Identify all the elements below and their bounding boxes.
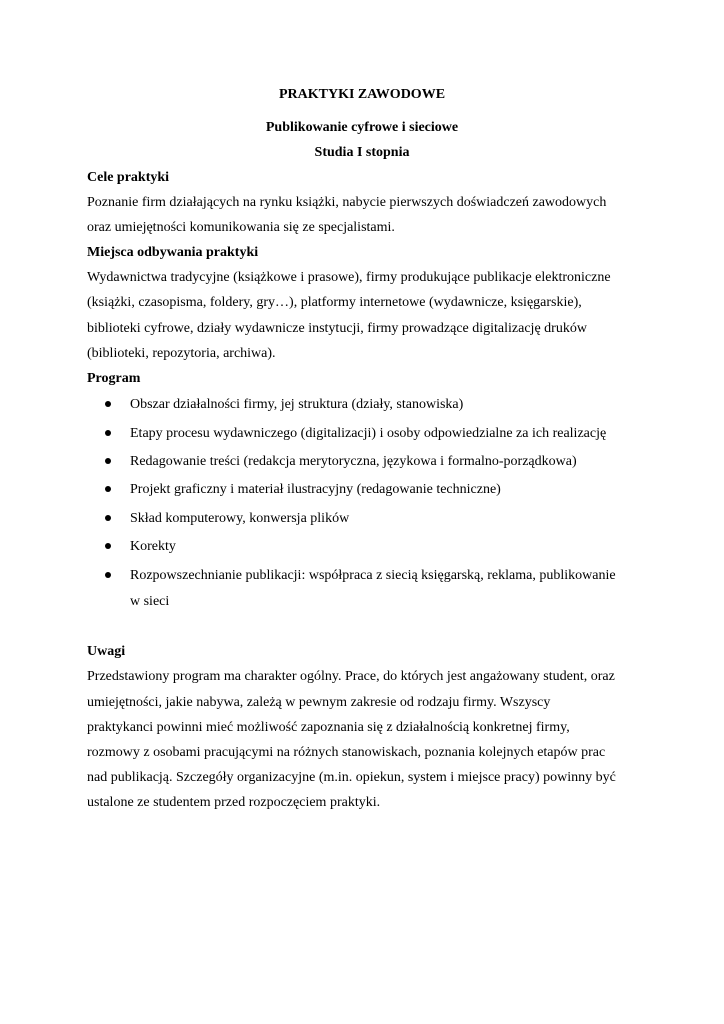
bullet-icon bbox=[105, 401, 111, 407]
bullet-icon bbox=[105, 486, 111, 492]
document-level: Studia I stopnia bbox=[314, 145, 410, 160]
goals-line: oraz umiejętności komunikowania się ze specjalistami. bbox=[87, 220, 395, 235]
notes-line: umiejętności, jakie nabywa, zależą w pewnym zakresie od rodzaju firmy. Wszyscy bbox=[87, 695, 551, 710]
notes-heading: Uwagi bbox=[87, 644, 126, 659]
program-item: Korekty bbox=[130, 539, 176, 554]
program-item: Rozpowszechnianie publikacji: współpraca z siecią księgarską, reklama, publikowanie bbox=[130, 568, 616, 583]
places-line: (książki, czasopisma, foldery, gry…), platformy internetowe (wydawnicze, księgarskie), bbox=[87, 295, 582, 310]
program-item: Projekt graficzny i materiał ilustracyjny (redagowanie techniczne) bbox=[130, 482, 501, 497]
notes-line: ustalone ze studentem przed rozpoczęciem praktyki. bbox=[87, 795, 381, 810]
places-heading: Miejsca odbywania praktyki bbox=[87, 245, 259, 260]
program-heading: Program bbox=[87, 371, 141, 386]
notes-line: Przedstawiony program ma charakter ogólny. Prace, do których jest angażowany student, oraz bbox=[87, 669, 615, 684]
program-item-continuation: w sieci bbox=[130, 594, 170, 609]
notes-line: rozmowy z osobami pracującymi na różnych stanowiskach, poznania kolejnych etapów prac bbox=[87, 745, 606, 760]
notes-line: nad publikacją. Szczegóły organizacyjne (m.in. opiekun, system i miejsce pracy) powinny być bbox=[87, 770, 616, 785]
bullet-icon bbox=[105, 515, 111, 521]
goals-heading: Cele praktyki bbox=[87, 170, 170, 185]
places-line: biblioteki cyfrowe, działy wydawnicze instytucji, firmy prowadzące digitalizację druków bbox=[87, 321, 587, 336]
program-item: Skład komputerowy, konwersja plików bbox=[130, 511, 350, 526]
places-line: Wydawnictwa tradycyjne (książkowe i prasowe), firmy produkujące publikacje elektroniczne bbox=[87, 270, 611, 285]
bullet-icon bbox=[105, 543, 111, 549]
goals-line: Poznanie firm działających na rynku książki, nabycie pierwszych doświadczeń zawodowych bbox=[87, 195, 607, 210]
program-item: Redagowanie treści (redakcja merytoryczna, językowa i formalno-porządkowa) bbox=[130, 454, 577, 469]
bullet-icon bbox=[105, 430, 111, 436]
bullet-icon bbox=[105, 572, 111, 578]
program-item: Obszar działalności firmy, jej struktura (działy, stanowiska) bbox=[130, 397, 464, 412]
program-item: Etapy procesu wydawniczego (digitalizacji) i osoby odpowiedzialne za ich realizację bbox=[130, 426, 607, 441]
bullet-icon bbox=[105, 458, 111, 464]
document-title: PRAKTYKI ZAWODOWE bbox=[278, 87, 446, 102]
notes-line: praktykanci powinni mieć możliwość zapoznania się z działalnością konkretnej firmy, bbox=[87, 720, 570, 735]
document-subtitle: Publikowanie cyfrowe i sieciowe bbox=[265, 120, 459, 135]
places-line: (biblioteki, repozytoria, archiwa). bbox=[87, 346, 276, 361]
